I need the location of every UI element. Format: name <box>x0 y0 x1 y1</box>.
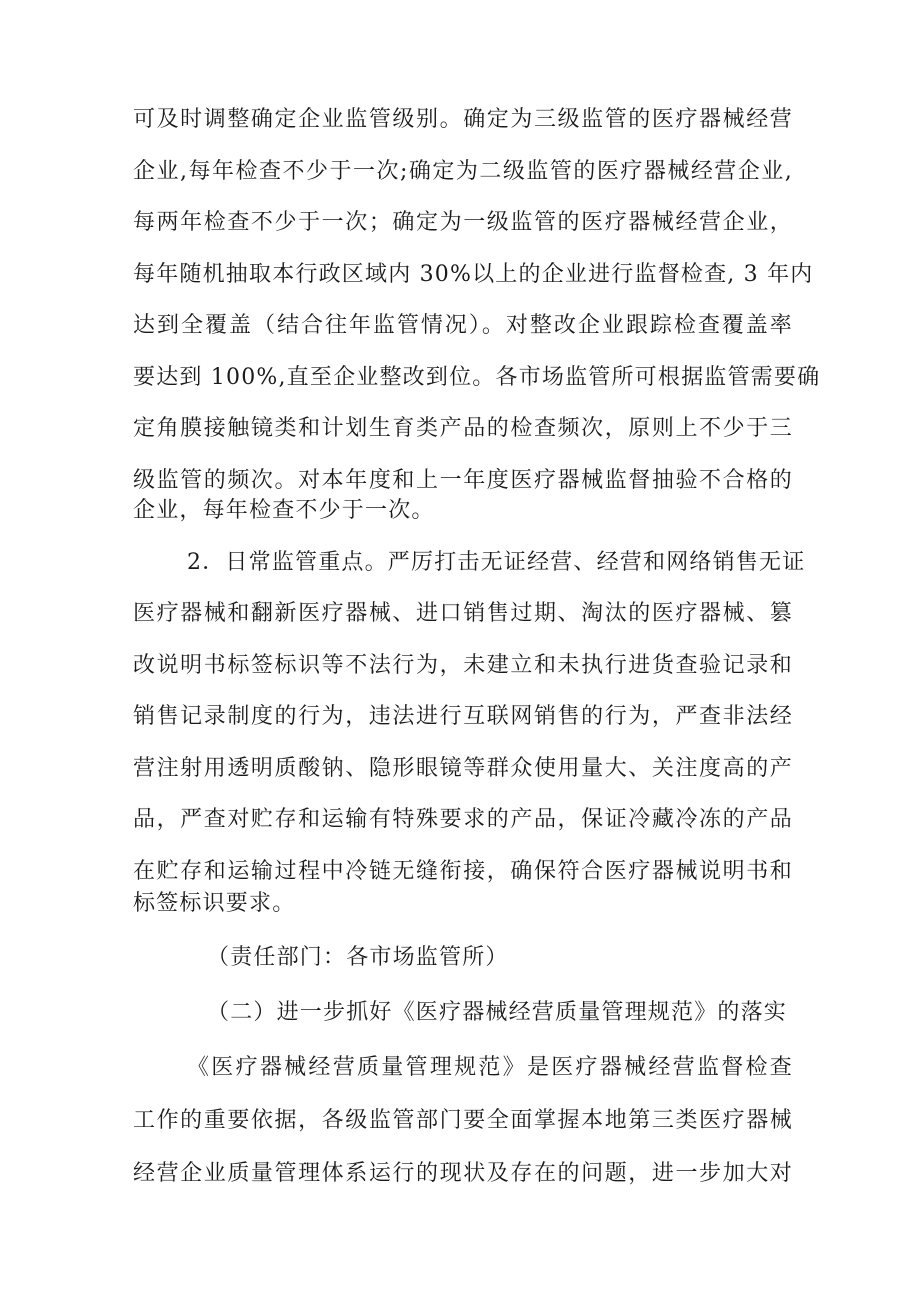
body-text-line: 标签标识要求。 <box>133 891 296 916</box>
body-text-line: 企业,每年检查不少于一次;确定为二级监管的医疗器械经营企业, <box>133 159 793 184</box>
body-text-line: 工作的重要依据，各级监管部门要全面掌握本地第三类医疗器械 <box>133 1108 793 1133</box>
body-text-line: 《医疗器械经营质量管理规范》是医疗器械经营监督检查 <box>187 1055 793 1080</box>
body-text-line: 营注射用透明质酸钠、隐形眼镜等群众使用量大、关注度高的产 <box>133 756 793 781</box>
body-text-line: 级监管的频次。对本年度和上一年度医疗器械监督抽验不合格的 <box>133 468 793 493</box>
body-text-line: 医疗器械和翻新医疗器械、进口销售过期、淘汰的医疗器械、篡 <box>133 601 793 626</box>
body-text-line: 在贮存和运输过程中冷链无缝衔接，确保符合医疗器械说明书和 <box>133 859 793 884</box>
body-text-line: 要达到 100%,直至企业整改到位。各市场监管所可根据监管需要确 <box>133 365 821 390</box>
body-text-line: 企业，每年检查不少于一次。 <box>133 498 435 523</box>
body-text-line: 达到全覆盖（结合往年监管情况）。对整改企业跟踪检查覆盖率 <box>133 313 793 338</box>
section-heading-line: 2．日常监管重点。严厉打击无证经营、经营和网络销售无证 <box>187 550 806 575</box>
responsible-department-line: （责任部门：各市场监管所） <box>207 945 509 970</box>
body-text-line: 每两年检查不少于一次；确定为一级监管的医疗器械经营企业， <box>133 210 793 235</box>
body-text-line: 品，严查对贮存和运输有特殊要求的产品，保证冷藏冷冻的产品 <box>133 807 793 832</box>
body-text-line: 可及时调整确定企业监管级别。确定为三级监管的医疗器械经营 <box>133 107 793 132</box>
body-text-line: 经营企业质量管理体系运行的现状及存在的问题，进一步加大对 <box>133 1161 793 1186</box>
body-text-line: 每年随机抽取本行政区域内 30%以上的企业进行监督检查, 3 年内 <box>133 262 814 287</box>
body-text-line: 定角膜接触镜类和计划生育类产品的检查频次，原则上不少于三 <box>133 416 793 441</box>
body-text-line: 销售记录制度的行为，违法进行互联网销售的行为，严查非法经 <box>133 704 793 729</box>
body-text-line: 改说明书标签标识等不法行为，未建立和未执行进货查验记录和 <box>133 653 793 678</box>
subsection-heading: （二）进一步抓好《医疗器械经营质量管理规范》的落实 <box>207 1000 788 1025</box>
